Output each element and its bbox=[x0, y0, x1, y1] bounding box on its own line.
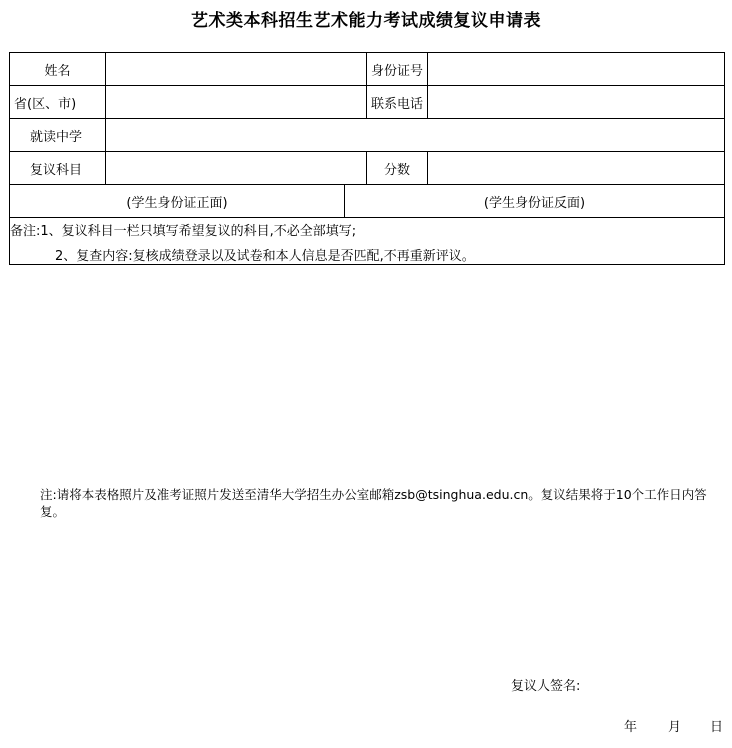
date-day-label: 日 bbox=[710, 720, 724, 735]
score-label: 分数 bbox=[367, 152, 428, 185]
row-photos bbox=[10, 185, 725, 218]
remark-line-2: 2、复查内容:复核成绩登录以及试卷和本人信息是否匹配,不再重新评议。 bbox=[55, 249, 475, 264]
score-field[interactable] bbox=[428, 152, 725, 185]
row-province bbox=[10, 86, 725, 119]
phone-field[interactable] bbox=[428, 86, 725, 119]
id-number-field[interactable] bbox=[428, 53, 725, 86]
application-form bbox=[9, 52, 725, 265]
school-label: 就读中学 bbox=[10, 119, 106, 152]
remarks-cell bbox=[10, 218, 725, 265]
submission-note: 注:请将本表格照片及准考证照片发送至清华大学招生办公室邮箱zsb@tsinghua.edu.cn。复议结果将于10个工作日内答复。 bbox=[40, 487, 707, 519]
row-school bbox=[10, 119, 725, 152]
name-field[interactable] bbox=[106, 53, 367, 86]
subject-label: 复议科目 bbox=[10, 152, 106, 185]
date-month-label: 月 bbox=[668, 720, 682, 735]
id-front-photo-area[interactable]: (学生身份证正面) bbox=[10, 185, 345, 218]
province-field[interactable] bbox=[106, 86, 367, 119]
signature-label: 复议人签名: bbox=[511, 679, 581, 694]
province-label: 省(区、市) bbox=[10, 86, 106, 119]
school-field[interactable] bbox=[106, 119, 725, 152]
form-title: 艺术类本科招生艺术能力考试成绩复议申请表 bbox=[191, 11, 541, 31]
subject-field[interactable] bbox=[106, 152, 367, 185]
row-name bbox=[10, 53, 725, 86]
row-remarks bbox=[10, 218, 725, 265]
remark-line-1: 备注:1、复议科目一栏只填写希望复议的科目,不必全部填写; bbox=[10, 224, 357, 239]
phone-label: 联系电话 bbox=[367, 86, 428, 119]
name-label: 姓名 bbox=[10, 53, 106, 86]
id-back-photo-area[interactable]: (学生身份证反面) bbox=[345, 185, 725, 218]
date-year-label: 年 bbox=[624, 720, 638, 735]
row-subject bbox=[10, 152, 725, 185]
id-number-label: 身份证号 bbox=[367, 53, 428, 86]
